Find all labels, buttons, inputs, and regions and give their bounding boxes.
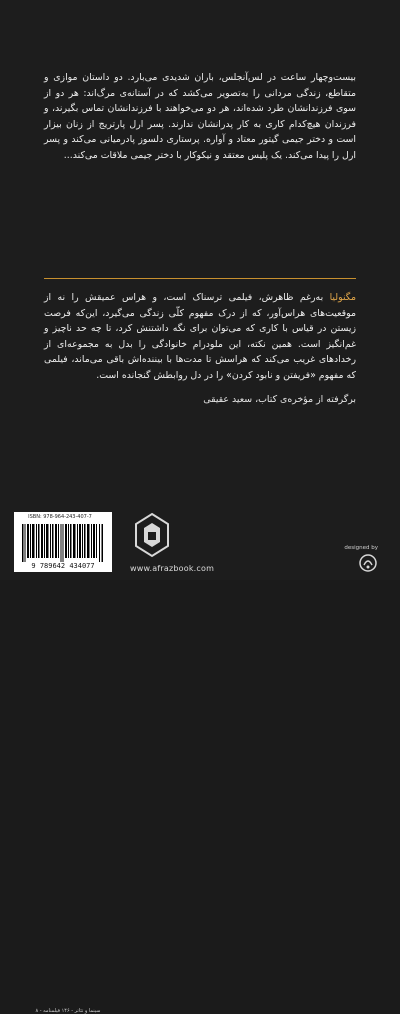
series-info: سینما و تئاتر - ۱۴۶ فیلمنامه - ۸ (35, 1008, 101, 1014)
designer-logo-icon (358, 553, 378, 573)
synopsis-section (44, 70, 356, 265)
publisher-website: www.afrazbook.com (130, 564, 215, 573)
divider-line (44, 278, 356, 279)
barcode-number: 9 789642 434077 (31, 562, 95, 570)
designer-label: designed by (344, 545, 378, 551)
film-title: مگنولیا (329, 292, 356, 303)
synopsis-paragraph: بیست‌وچهار ساعت در لس‌آنجلس، باران شدیدی می‌بارد. دو داستان موازی و متقاطع، زندگی مردانی را به‌تصویر می‌کشد که در آستانه‌ی مرگ‌اند: هر دو از سوی فرزندانشان طرد شده‌اند، هر دو می‌خواهند با فرزندانشان تماس بگیرند، و فرزندان هیچ‌کدام کاری به کار پدرانشان ندارند. پسر ارل پارتریج از زنان بیزار است و دختر جیمی گیتور معتاد و آواره. پرستاری دلسوز پادرمیانی می‌کند و پسر ارل را پیدا می‌کند. یک پلیس معتقد و نیکوکار با دختر جیمی ملاقات می‌کند... (44, 72, 356, 161)
review-body: به‌رغم ظاهرش، فیلمی ترسناک است، و هراس عمیقش را نه از موقعیت‌های هراس‌آور، که از درک مفهوم کلّی زندگی می‌گیرد، این‌که فرصت زیستن در قیاس با کاری که می‌توان برای نگه داشتنش کرد، تا چه حد ناچیز و غم‌انگیز است. همین نکته، این ملودرام خانوادگی را بدل به مجموعه‌ای از رخدادهای غریب می‌کند که هراسش تا مدت‌ها با بیننده‌اش باقی می‌ماند، فیلمی که مفهوم «فریفتن و نابود کردن» را در دل روابطش گنجانده است. (44, 292, 356, 381)
review-section (44, 290, 356, 407)
review-paragraph (44, 290, 356, 384)
publisher-logo-icon (132, 512, 172, 558)
review-source: برگرفته از مؤخره‌ی کتاب، سعید عقیقی (203, 393, 356, 405)
isbn-label: ISBN: 978-964-243-407-7 (28, 514, 92, 520)
